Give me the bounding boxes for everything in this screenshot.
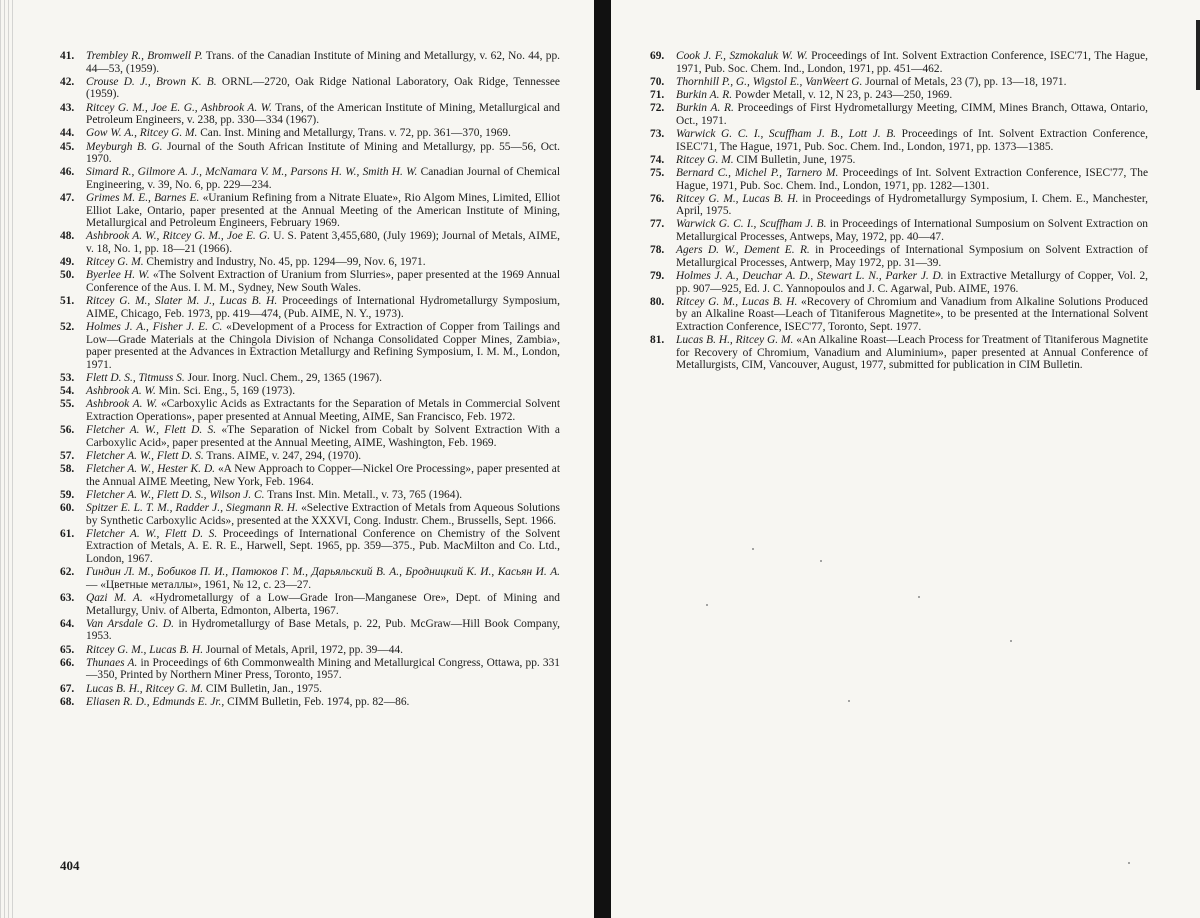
reference-citation: ORNL—2720, Oak Ridge National Laboratory, Oak Ridge, Tennessee (1959). <box>86 75 560 101</box>
reference-entry <box>60 683 560 696</box>
reference-authors: Meyburgh B. G. <box>86 140 163 153</box>
reference-number: 44. <box>60 127 75 140</box>
reference-text <box>86 644 560 657</box>
reference-entry <box>60 127 560 140</box>
reference-number: 70. <box>650 75 665 88</box>
scan-speck <box>706 604 708 606</box>
reference-number: 56. <box>60 424 75 437</box>
reference-authors: Lucas B. H., Ritcey G. M. <box>86 682 204 695</box>
reference-citation: Journal of Metals, 23 (7), pp. 13—18, 1971. <box>862 75 1067 88</box>
reference-citation: Canadian Journal of Chemical Engineering, v. 39, No. 6, pp. 229—234. <box>86 166 561 191</box>
reference-authors: Fletcher A. W., Hester K. D. <box>86 463 216 476</box>
reference-authors: Ashbrook A. W., Ritcey G. M., Joe E. G. <box>86 230 271 243</box>
reference-citation: in Proceedings of International Symposium on Solvent Extraction of Metallurgical Processes, Antwerp, May 1972, pp. 31—39. <box>676 244 1148 269</box>
reference-entry <box>650 244 1148 269</box>
reference-citation: «The Solvent Extraction of Uranium from Slurries», paper presented at the 1969 Annual Conference of the Aus. I. M. M., Sydney, New South Wales. <box>86 269 560 295</box>
reference-citation: Proceedings of Int. Solvent Extraction Conference, ISEC'77, The Hague, 1971, Pub. Soc. Chem. Ind., London, 1971, pp. 1282—1301. <box>676 166 1149 192</box>
reference-number: 78. <box>650 244 665 257</box>
reference-text <box>86 618 560 643</box>
reference-text <box>676 50 1148 75</box>
reference-citation: «Selective Extraction of Metals from Aqueous Solutions by Synthetic Carboxylic Acids», presented at the XXXVI, Cong. Industr. Chem., Brussells, Sept. 1966. <box>86 502 560 527</box>
reference-number: 49. <box>60 256 75 269</box>
reference-number: 52. <box>60 321 75 333</box>
reference-citation: Trans. AIME, v. 247, 294, (1970). <box>203 449 362 462</box>
reference-citation: Proceedings of Int. Solvent Extraction Conference, ISEC'71, The Hague, 1971, Pub. Soc. Chem. Ind., London, 1971, pp. 1373—1385. <box>676 127 1148 153</box>
reference-authors: Ritcey G. M., Lucas B. H. <box>676 192 799 205</box>
reference-entry <box>60 398 560 423</box>
reference-text <box>86 372 560 385</box>
reference-text <box>86 398 560 423</box>
reference-citation: in Proceedings of Hydrometallurgy Symposium, I. Chem. E., Manchester, April, 1975. <box>676 192 1148 218</box>
reference-citation: Journal of Metals, April, 1972, pp. 39—44. <box>203 643 403 656</box>
reference-text <box>86 385 560 398</box>
reference-text <box>86 76 560 101</box>
reference-citation: «Uranium Refining from a Nitrate Eluate», Rio Algom Mines, Limited, Elliot Elliot Lake, Ontario, paper presented at the Annual Meeting of the American Institute of Mining, Metallurgical and Petroleum Engineers, February 1969. <box>86 192 560 230</box>
reference-entry <box>60 166 560 191</box>
reference-entry <box>60 385 560 398</box>
reference-citation: Powder Metall, v. 12, N 23, p. 243—250, 1969. <box>732 88 953 101</box>
reference-authors: Bernard C., Michel P., Tarnero M. <box>676 166 839 179</box>
reference-entry <box>60 141 560 166</box>
reference-authors: Гиндин Л. М., Бобиков П. И., Патюков Г. М., Дарьяльский В. А., Бродницкий К. И., Касьян И. А. <box>86 566 560 579</box>
reference-number: 48. <box>60 230 75 243</box>
reference-entry <box>650 334 1148 372</box>
reference-entry <box>650 296 1148 334</box>
reference-text <box>86 141 560 166</box>
reference-authors: Ashbrook A. W. <box>86 385 156 398</box>
scan-speck <box>752 548 754 550</box>
reference-text <box>676 102 1148 127</box>
reference-entry <box>60 295 560 320</box>
reference-text <box>86 592 560 617</box>
reference-text <box>676 154 1148 167</box>
reference-entry <box>650 154 1148 167</box>
reference-number: 43. <box>60 101 75 114</box>
reference-text <box>676 334 1148 372</box>
reference-citation: Can. Inst. Mining and Metallurgy, Trans. v. 72, pp. 361—370, 1969. <box>197 127 511 140</box>
reference-authors: Trembley R., Bromwell P. <box>86 50 203 62</box>
reference-number: 47. <box>60 192 75 205</box>
reference-number: 58. <box>60 463 75 476</box>
reference-authors: Cook J. F., Szmokaluk W. W. <box>676 50 808 62</box>
reference-citation: «Carboxylic Acids as Extractants for the Separation of Metals in Commercial Solvent Extraction Operations», paper presented at Annual Meeting, AIME, San Francisco, Feb. 1972. <box>86 398 560 423</box>
reference-citation: Journal of the South African Institute of Mining and Metallurgy, pp. 55—56, Oct. 1970. <box>86 140 560 166</box>
reference-text <box>676 89 1148 102</box>
reference-entry <box>60 424 560 449</box>
reference-text <box>86 528 560 566</box>
reference-text <box>676 218 1148 243</box>
reference-entry <box>650 89 1148 102</box>
reference-text <box>86 230 560 255</box>
reference-number: 63. <box>60 592 75 604</box>
reference-citation: Jour. Inorg. Nucl. Chem., 29, 1365 (1967). <box>184 371 382 384</box>
reference-entry <box>60 502 560 527</box>
reference-citation: — «Цветные металлы», 1961, № 12, с. 23—27. <box>86 578 312 591</box>
reference-text <box>86 50 560 75</box>
reference-citation: Proceedings of First Hydrometallurgy Meeting, CIMM, Mines Branch, Ottawa, Ontario, Oct., 1971. <box>676 102 1148 127</box>
reference-text <box>86 683 560 696</box>
reference-entry <box>60 321 560 371</box>
reference-number: 57. <box>60 449 75 462</box>
reference-entry <box>60 463 560 488</box>
reference-text <box>676 76 1148 89</box>
reference-authors: Byerlee H. W. <box>86 269 150 282</box>
reference-number: 76. <box>650 192 665 205</box>
reference-entry <box>60 644 560 657</box>
reference-authors: Flett D. S., Titmuss S. <box>86 371 185 384</box>
book-gutter <box>594 0 611 918</box>
reference-authors: Van Arsdale G. D. <box>86 617 174 630</box>
reference-authors: Thornhill P., G., Wigstol E., VanWeert G. <box>676 75 863 88</box>
reference-number: 41. <box>60 50 75 62</box>
scan-speck <box>918 596 920 598</box>
reference-authors: Grimes M. E., Barnes E. <box>86 192 200 205</box>
reference-authors: Holmes J. A., Fisher J. E. C. <box>86 321 223 333</box>
reference-authors: Gow W. A., Ritcey G. M. <box>86 127 198 140</box>
reference-entry <box>650 50 1148 75</box>
reference-citation: in Proceedings of International Sumposium on Solvent Extraction on Metallurgical Processes, Antweps, May, 1972, pp. 40—47. <box>676 218 1149 244</box>
reference-text <box>86 295 560 320</box>
reference-authors: Ritcey G. M., Slater M. J., Lucas B. H. <box>86 295 278 308</box>
reference-entry <box>650 76 1148 89</box>
reference-entry <box>650 167 1148 192</box>
reference-entry <box>60 50 560 75</box>
reference-citation: Trans. of the Canadian Institute of Mining and Metallurgy, v. 62, No. 44, pp. 44—53, (1959). <box>86 50 561 75</box>
reference-citation: in Hydrometallurgy of Base Metals, p. 22, Pub. McGraw—Hill Book Company, 1953. <box>86 617 560 643</box>
reference-authors: Holmes J. A., Deuchar A. D., Stewart L. N., Parker J. D. <box>676 270 944 283</box>
reference-entry <box>60 450 560 463</box>
reference-entry <box>60 696 560 709</box>
reference-citation: CIM Bulletin, Jan., 1975. <box>203 682 323 695</box>
reference-entry <box>650 193 1148 218</box>
reference-entry <box>650 102 1148 127</box>
reference-number: 51. <box>60 295 75 308</box>
reference-authors: Lucas B. H., Ritcey G. M. <box>676 334 794 347</box>
reference-number: 45. <box>60 140 75 153</box>
reference-authors: Warwick G. C. I., Scuffham J. B., Lott J. B. <box>676 127 897 140</box>
reference-entry <box>60 76 560 101</box>
reference-citation: «A New Approach to Copper—Nickel Ore Processing», paper presented at the Annual AIME Meeting, New York, Feb. 1964. <box>86 463 560 488</box>
reference-number: 61. <box>60 527 75 540</box>
reference-citation: «Development of a Process for Extraction of Copper from Tailings and Low—Grade Materials at the Chingola Division of Nchanga Consolidated Copper Mines, Zambia», paper presented at the Advances in Extraction Metallurgy and Refining Symposium, I. M. M., London, 1971. <box>86 321 560 371</box>
reference-authors: Agers D. W., Dement E. R. <box>676 244 810 257</box>
reference-number: 74. <box>650 153 665 166</box>
scan-speck <box>1010 640 1012 642</box>
reference-number: 80. <box>650 295 665 308</box>
reference-citation: Trans Inst. Min. Metall., v. 73, 765 (1964). <box>264 488 463 501</box>
reference-text <box>86 566 560 591</box>
reference-text <box>86 450 560 463</box>
reference-number: 53. <box>60 371 75 384</box>
reference-text <box>86 657 560 682</box>
reference-citation: in Proceedings of 6th Commonwealth Mining and Metallurgical Congress, Ottawa, pp. 331—350, Printed by Northern Miner Press, Toronto, 1957. <box>86 656 560 682</box>
reference-citation: Proceedings of International Hydrometallurgy Symposium, AIME, Chicago, Feb. 1973, pp. 419—474, (Pub. AIME, N. Y., 1973). <box>86 295 560 320</box>
reference-entry <box>650 270 1148 295</box>
reference-entry <box>60 256 560 269</box>
reference-entry <box>60 489 560 502</box>
reference-authors: Eliasen R. D., Edmunds E. Jr., <box>86 695 225 708</box>
reference-citation: «Recovery of Chromium and Vanadium from Alkaline Solutions Produced by an Alkaline Roast—Leach of Titaniferous Magnetite», to be presented at the International Solvent Extraction Conference, ISEC'77, Toronto, Sept. 1977. <box>676 295 1148 333</box>
reference-number: 69. <box>650 50 665 62</box>
reference-text <box>86 321 560 371</box>
reference-number: 60. <box>60 502 75 515</box>
reference-number: 81. <box>650 334 665 347</box>
reference-number: 77. <box>650 218 665 231</box>
reference-entry <box>60 269 560 294</box>
reference-text <box>86 269 560 294</box>
reference-text <box>86 489 560 502</box>
reference-citation: «Hydrometallurgy of a Low—Grade Iron—Manganese Ore», Dept. of Mining and Metallurgy, Univ. of Alberta, Edmonton, Alberta, 1967. <box>86 592 560 617</box>
reference-text <box>86 166 560 191</box>
reference-entry <box>650 128 1148 153</box>
reference-citation: Min. Sci. Eng., 5, 169 (1973). <box>155 385 296 398</box>
reference-text <box>86 256 560 269</box>
reference-citation: «The Separation of Nickel from Cobalt by Solvent Extraction With a Carboxylic Acid», paper presented at the Annual Meeting, AIME, Washington, Feb. 1969. <box>86 424 560 449</box>
reference-citation: Proceedings of International Conference on Chemistry of the Solvent Extraction of Metals, A. E. R. E., Harwell, Sept. 1965, pp. 359—375., Pub. MacMilton and Co. Ltd., London, 1967. <box>86 527 560 566</box>
reference-text <box>86 102 560 127</box>
reference-number: 73. <box>650 127 665 140</box>
reference-authors: Simard R., Gilmore A. J., McNamara V. M., Parsons H. W., Smith H. W. <box>86 166 418 179</box>
reference-entry <box>60 102 560 127</box>
reference-text <box>86 463 560 488</box>
reference-authors: Ritcey G. M. <box>676 153 734 166</box>
reference-citation: in Extractive Metallurgy of Copper, Vol. 2, pp. 907—925, Ed. J. C. Yannopoulos and J. C. Agarwal, Pub. AIME, 1976. <box>676 270 1148 295</box>
reference-citation: «An Alkaline Roast—Leach Process for Treatment of Titaniferous Magnetite for Recovery of Chromium, Vanadium and Aluminium», paper presented at Annual Conference of Metallurgists, CIM, Vancouver, August, 1977, submitted for publication in CIM Bulletin. <box>676 334 1148 372</box>
reference-citation: CIM Bulletin, June, 1975. <box>733 153 856 166</box>
reference-citation: CIMM Bulletin, Feb. 1974, pp. 82—86. <box>224 695 410 708</box>
reference-entry <box>60 618 560 643</box>
reference-number: 42. <box>60 75 75 88</box>
reference-authors: Burkin A. R. <box>676 102 734 115</box>
reference-number: 54. <box>60 385 75 398</box>
reference-authors: Thunaes A. <box>86 656 138 669</box>
reference-number: 71. <box>650 88 665 101</box>
reference-number: 62. <box>60 566 75 579</box>
reference-text <box>676 128 1148 153</box>
reference-authors: Ritcey G. M., Joe E. G., Ashbrook A. W. <box>86 101 273 114</box>
reference-authors: Fletcher A. W., Flett D. S. <box>86 424 217 437</box>
reference-citation: Trans, of the American Institute of Mining, Metallurgical and Petroleum Engineers, v. 238, pp. 330—334 (1967). <box>86 101 561 127</box>
reference-entry <box>60 528 560 566</box>
references-left-column <box>60 50 560 709</box>
reference-text <box>86 192 560 230</box>
reference-number: 75. <box>650 166 665 179</box>
reference-text <box>676 193 1148 218</box>
reference-authors: Fletcher A. W., Flett D. S. <box>86 527 218 540</box>
reference-entry <box>60 566 560 591</box>
scan-speck <box>820 560 822 562</box>
scan-left-edge <box>0 0 14 918</box>
scan-speck <box>1128 862 1130 864</box>
reference-number: 66. <box>60 656 75 669</box>
reference-text <box>676 244 1148 269</box>
reference-text <box>86 127 560 140</box>
reference-entry <box>650 218 1148 243</box>
reference-number: 50. <box>60 269 75 282</box>
reference-text <box>676 296 1148 334</box>
reference-entry <box>60 657 560 682</box>
reference-authors: Ritcey G. M. <box>86 256 144 269</box>
reference-authors: Crouse D. J., Brown K. B. <box>86 75 217 88</box>
page-number: 404 <box>60 858 80 873</box>
reference-authors: Qazi M. A. <box>86 592 143 604</box>
reference-authors: Fletcher A. W., Flett D. S., Wilson J. C. <box>86 488 265 501</box>
reference-authors: Spitzer E. L. T. M., Radder J., Siegmann R. H. <box>86 502 298 515</box>
reference-text <box>676 167 1148 192</box>
reference-citation: Chemistry and Industry, No. 45, pp. 1294—99, Nov. 6, 1971. <box>143 256 426 269</box>
reference-authors: Burkin A. R. <box>676 88 733 101</box>
scan-speck <box>848 700 850 702</box>
reference-number: 55. <box>60 398 75 411</box>
reference-number: 79. <box>650 270 665 283</box>
reference-authors: Ritcey G. M., Lucas B. H. <box>676 295 798 308</box>
reference-text <box>676 270 1148 295</box>
reference-entry <box>60 372 560 385</box>
reference-citation: Proceedings of Int. Solvent Extraction Conference, ISEC'71, The Hague, 1971, Pub. Soc. Chem. Ind., London, 1971, pp. 451—462. <box>676 50 1148 75</box>
reference-number: 72. <box>650 102 665 115</box>
reference-authors: Ritcey G. M., Lucas B. H. <box>86 643 204 656</box>
reference-number: 59. <box>60 488 75 501</box>
reference-text <box>86 424 560 449</box>
reference-entry <box>60 230 560 255</box>
references-right-column <box>650 50 1148 373</box>
reference-authors: Fletcher A. W., Flett D. S. <box>86 449 204 462</box>
reference-number: 64. <box>60 617 75 630</box>
reference-number: 68. <box>60 695 75 708</box>
reference-number: 67. <box>60 682 75 695</box>
reference-number: 65. <box>60 643 75 656</box>
scan-right-edge <box>1196 20 1200 90</box>
reference-text <box>86 502 560 527</box>
reference-authors: Ashbrook A. W. <box>86 398 158 411</box>
reference-citation: U. S. Patent 3,455,680, (July 1969); Journal of Metals, AIME, v. 18, No. 1, pp. 18—21 (1966). <box>86 230 560 256</box>
reference-entry <box>60 592 560 617</box>
reference-authors: Warwick G. C. I., Scuffham J. B. <box>676 218 827 231</box>
reference-number: 46. <box>60 166 75 179</box>
reference-text <box>86 696 560 709</box>
reference-entry <box>60 192 560 230</box>
